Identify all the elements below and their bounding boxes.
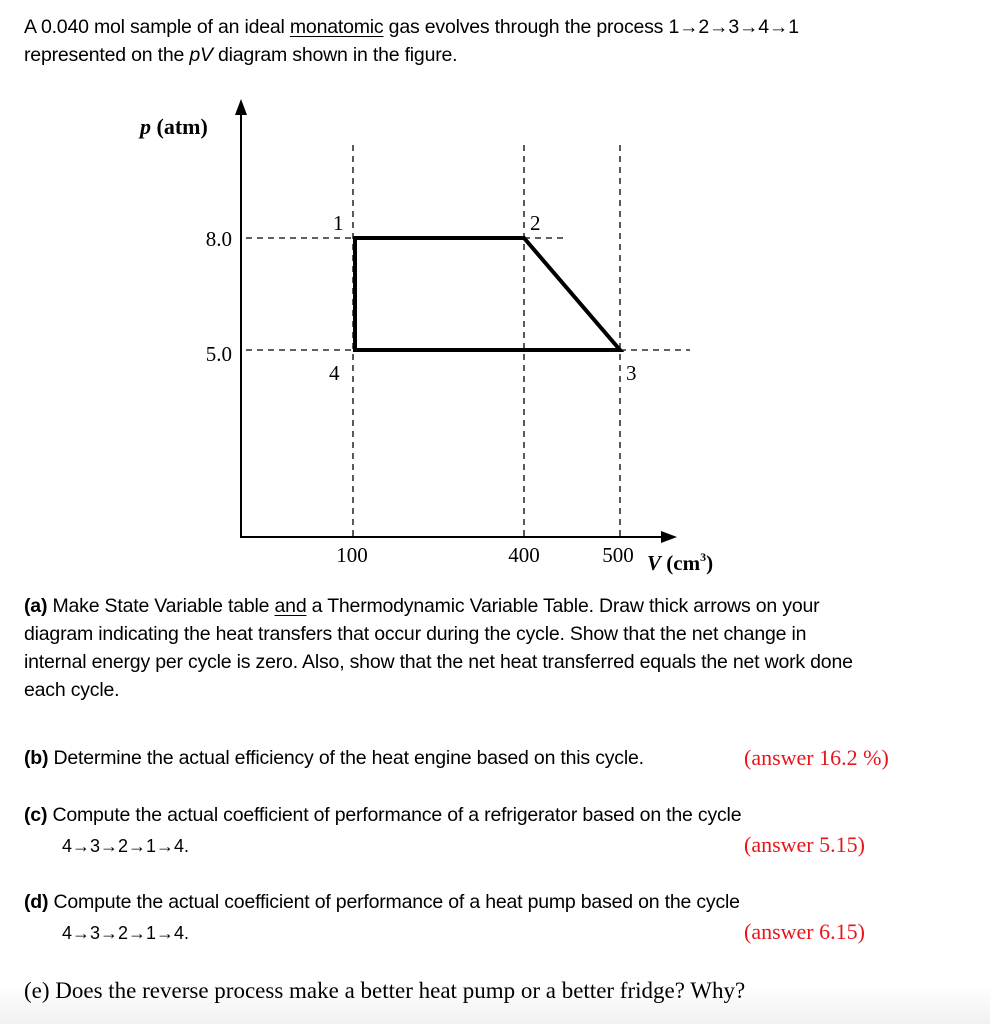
y-axis-label: p (atm) <box>140 114 208 139</box>
point-label-1: 1 <box>333 211 344 235</box>
monatomic-underlined: monatomic <box>289 16 384 38</box>
question-c-cycle: 4→3→2→1→4. <box>62 836 190 856</box>
question-d: (d) Compute the actual coefficient of performance of a heat pump based on the cycle <box>24 891 740 913</box>
x-tick-100: 100 <box>336 543 368 567</box>
and-underlined: and <box>274 595 307 617</box>
y-axis-arrow-icon <box>235 99 247 115</box>
question-b-label: (b) <box>24 747 49 769</box>
y-tick-5: 5.0 <box>205 342 232 366</box>
x-axis-label: V $(cm^3)$ <box>647 550 714 575</box>
question-a-line-1: (a) Make State Variable table and a Thermodynamic Variable Table. Draw thick arrows on your <box>24 595 820 617</box>
question-c: (c) Compute the actual coefficient of performance of a refrigerator based on the cycle <box>24 804 742 826</box>
question-d-answer: (answer 6.15) <box>744 919 865 944</box>
point-label-2: 2 <box>530 211 541 235</box>
point-label-4: 4 <box>329 361 340 385</box>
reference-lines <box>246 145 690 536</box>
intro-line-2: represented on the pV diagram shown in the figure. <box>24 44 458 66</box>
question-b-answer: (answer 16.2 %) <box>744 745 889 770</box>
question-a-label: (a) <box>24 595 48 617</box>
question-c-answer: (answer 5.15) <box>744 832 865 857</box>
question-a-line-3: internal energy per cycle is zero. Also, show that the net heat transferred equals the net work done <box>24 651 853 673</box>
question-b: (b) Determine the actual efficiency of the heat engine based on this cycle. <box>24 747 644 769</box>
cycle-path <box>355 238 620 350</box>
x-tick-400: 400 <box>508 543 540 567</box>
question-a-line-2: diagram indicating the heat transfers that occur during the cycle. Show that the net change in <box>24 623 807 645</box>
x-tick-500: 500 <box>602 543 634 567</box>
y-tick-8: 8.0 <box>205 227 232 251</box>
x-axis-arrow-icon <box>661 531 677 543</box>
question-a <box>24 592 969 704</box>
question-c-label: (c) <box>24 804 48 826</box>
question-a-line-4: each cycle. <box>24 679 120 701</box>
point-label-3: 3 <box>626 361 637 385</box>
question-d-cycle: 4→3→2→1→4. <box>62 923 190 943</box>
question-e: (e) Does the reverse process make a better heat pump or a better fridge? Why? <box>24 978 746 1003</box>
question-d-label: (d) <box>24 891 49 913</box>
intro-line-1: A 0.040 mol sample of an ideal monatomic gas evolves through the process 1→2→3→4→1 <box>24 16 799 38</box>
